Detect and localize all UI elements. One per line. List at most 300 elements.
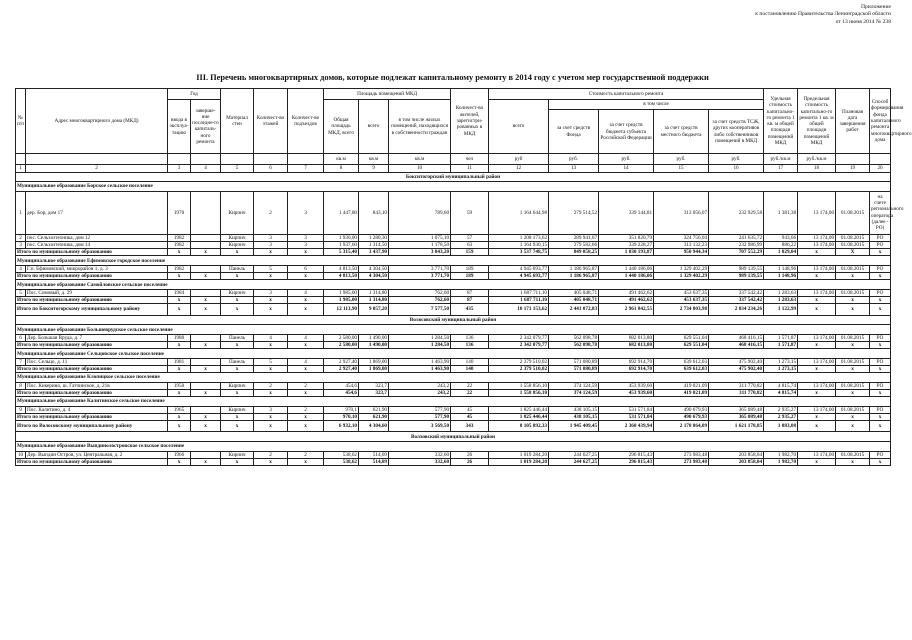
table-cell: 2 — [288, 451, 324, 458]
municipality-total-row — [16, 273, 891, 280]
total-cell: 2 927,40 — [324, 366, 359, 373]
table-cell: 1 982,70 — [764, 451, 798, 458]
total-cell: 692 914,70 — [599, 366, 654, 373]
table-cell: 5 — [254, 358, 288, 365]
total-cell: 6 932,10 — [324, 420, 359, 432]
table-cell: 273 983,48 — [654, 451, 709, 458]
table-cell: Пос. Кикерино, ш. Гатчинское, д. 21в — [26, 382, 168, 389]
municipality-name: Муниципальное образование Большеврудское сельское поселение — [16, 325, 891, 335]
table-cell: 3 — [288, 242, 324, 249]
total-cell: 2 178 864,09 — [654, 420, 709, 432]
table-cell: Кирпич — [221, 451, 254, 458]
table-cell: 2 935,27 — [764, 406, 798, 413]
total-cell: 323,7 — [359, 390, 389, 397]
total-cell: 159 — [451, 249, 489, 256]
table-cell: 1 329 402,29 — [654, 265, 709, 272]
table-cell: 1982 — [168, 234, 191, 241]
table-cell — [191, 406, 221, 413]
district-total-row — [16, 420, 891, 432]
table-row — [16, 265, 891, 272]
total-cell: 22 — [451, 390, 489, 397]
table-cell: Кирпич — [221, 289, 254, 296]
table-cell: 13 174,00 — [798, 242, 836, 249]
table-cell: 2 927,40 — [324, 358, 359, 365]
total-cell: x — [288, 366, 324, 373]
table-cell: 3 — [16, 242, 26, 249]
municipality-total-row — [16, 342, 891, 349]
total-cell: x — [836, 420, 870, 432]
table-cell: 419 021,09 — [654, 382, 709, 389]
total-cell: 4 945 693,77 — [489, 273, 549, 280]
table-cell: 01.08.2015 — [836, 451, 870, 458]
total-cell: x — [191, 366, 221, 373]
table-cell: 332,60 — [389, 451, 451, 458]
district-header-row — [16, 432, 891, 442]
total-cell: 1 825 446,44 — [489, 413, 549, 420]
table-cell: 6 — [288, 265, 324, 272]
table-cell: 313 132,23 — [654, 242, 709, 249]
header-floors: Количест-во этажей — [254, 89, 288, 154]
district-header-row — [16, 315, 891, 325]
total-cell: 707 552,29 — [709, 249, 764, 256]
table-cell: 01.08.2015 — [836, 191, 870, 234]
total-cell: X — [836, 249, 870, 256]
total-cell: 140 — [451, 366, 489, 373]
total-cell: x — [798, 249, 836, 256]
column-number: 1 — [16, 164, 26, 172]
total-cell: 849 058,25 — [549, 249, 599, 256]
total-cell: 1 463,90 — [389, 366, 451, 373]
table-cell: 1950 — [168, 382, 191, 389]
total-cell: 453 939,60 — [599, 390, 654, 397]
total-cell: 189 — [451, 273, 489, 280]
table-cell: РО — [870, 265, 891, 272]
table-cell: Кирпич — [221, 242, 254, 249]
total-cell: x — [288, 249, 324, 256]
column-number: 5 — [221, 164, 254, 172]
total-cell: x — [870, 342, 891, 349]
total-cell: x — [191, 273, 221, 280]
table-cell: 1 985,00 — [324, 289, 359, 296]
total-cell: 5 315,40 — [324, 249, 359, 256]
header-area-total: Общая площадь МКД, всего — [324, 99, 359, 154]
header-year-in: ввода в эксплуа-тацию — [168, 99, 191, 154]
total-cell: x — [254, 413, 288, 420]
table-row — [16, 334, 891, 341]
total-cell: Итого по муниципальному образованию — [16, 297, 168, 304]
column-number: 16 — [709, 164, 764, 172]
table-cell: 374 124,59 — [549, 382, 599, 389]
table-cell: 3 771,70 — [389, 265, 451, 272]
table-cell: 01.08.2015 — [836, 234, 870, 241]
total-cell: 4 815,74 — [764, 390, 798, 397]
unit-cell: кв.м — [324, 154, 359, 165]
table-cell: 639 612,03 — [654, 358, 709, 365]
table-cell: 13 174,00 — [798, 265, 836, 272]
total-cell: x — [191, 304, 221, 316]
total-cell: Итого по муниципальному образованию — [16, 273, 168, 280]
table-cell: 1 558 856,10 — [489, 382, 549, 389]
unit-cell: кв.м — [389, 154, 451, 165]
total-cell: 405 048,71 — [549, 297, 599, 304]
table-cell: 1 314,80 — [359, 289, 389, 296]
table-cell: 1 463,90 — [389, 358, 451, 365]
header-tszh: за счет средств ТСЖ, других кооперативов либо собственников помещений в МКД — [709, 110, 764, 154]
table-cell: 01.08.2015 — [836, 334, 870, 341]
municipality-name: Муниципальное образование Клопицкое сельское поселение — [16, 373, 891, 383]
table-cell: 45 — [451, 406, 489, 413]
table-cell: Панель — [221, 334, 254, 341]
table-cell: 1 571,87 — [764, 334, 798, 341]
header-including: в том числе — [549, 99, 764, 110]
table-cell: РО — [870, 334, 891, 341]
table-cell: 531 571,84 — [599, 406, 654, 413]
district-name: Волосовский муниципальный район — [16, 315, 891, 325]
table-cell: 1 — [16, 191, 26, 234]
table-cell: Кирпич — [221, 234, 254, 241]
total-cell: 1 440 186,06 — [599, 273, 654, 280]
table-cell: 538,62 — [324, 451, 359, 458]
table-cell: 454,6 — [324, 382, 359, 389]
total-cell: 1 030 193,87 — [599, 249, 654, 256]
total-cell: x — [870, 458, 891, 465]
table-cell: 3 — [288, 191, 324, 234]
table-cell: 491 462,62 — [599, 289, 654, 296]
total-cell: x — [836, 366, 870, 373]
total-cell: x — [870, 249, 891, 256]
total-cell: 2 342 079,77 — [489, 342, 549, 349]
table-cell: 289 941,67 — [549, 234, 599, 241]
total-cell: x — [254, 304, 288, 316]
total-cell: x — [836, 273, 870, 280]
table-cell: 4 — [288, 334, 324, 341]
total-cell: 1 329 402,29 — [654, 273, 709, 280]
column-number: 3 — [168, 164, 191, 172]
table-cell: 13 174,00 — [798, 451, 836, 458]
total-cell: 989 139,55 — [709, 273, 764, 280]
table-cell: 4 — [288, 358, 324, 365]
table-cell: 3 — [254, 406, 288, 413]
table-cell: 59 — [451, 191, 489, 234]
total-cell: x — [798, 297, 836, 304]
table-cell: 13 174,00 — [798, 289, 836, 296]
appendix-line: от 13 июня 2014 № 238 — [835, 18, 891, 25]
table-cell: 279 514,52 — [549, 191, 599, 234]
table-cell: 01.08.2015 — [836, 289, 870, 296]
table-cell: 562 098,78 — [549, 334, 599, 341]
total-cell: x — [168, 366, 191, 373]
total-cell: 311 770,82 — [709, 390, 764, 397]
table-cell: Пос. Калитино, д. 4 — [26, 406, 168, 413]
table-cell: 323,7 — [359, 382, 389, 389]
total-cell: x — [168, 273, 191, 280]
header-no: № п/п — [16, 89, 26, 154]
table-cell: 1 447,80 — [324, 191, 359, 234]
total-cell: 1 883,08 — [764, 420, 798, 432]
total-cell: 244 627,25 — [549, 458, 599, 465]
unit-cell: руб. — [654, 154, 709, 165]
total-cell: 2 580,00 — [324, 342, 359, 349]
appendix-note — [755, 4, 891, 26]
table-cell: Г.п. Ефимовский, микрорайон 1, д. 3 — [26, 265, 168, 272]
total-cell: 2 360 439,94 — [599, 420, 654, 432]
table-row — [16, 358, 891, 365]
total-cell: Итого по муниципальному образованию — [16, 458, 168, 465]
column-number: 18 — [798, 164, 836, 172]
table-cell: 4 304,50 — [359, 265, 389, 272]
total-cell: 970,10 — [324, 413, 359, 420]
table-cell: 13 174,00 — [798, 234, 836, 241]
total-cell: Итого по муниципальному образованию — [16, 249, 168, 256]
total-cell: x — [254, 458, 288, 465]
total-cell: x — [798, 458, 836, 465]
table-cell: 2 — [288, 406, 324, 413]
header-specific-cost: Удельная стоимость капитально-го ремонта 1 кв. м общей площади помещений МКД — [764, 89, 798, 154]
table-cell: Панель — [221, 265, 254, 272]
total-cell: 1 284,50 — [389, 342, 451, 349]
total-cell: 243,2 — [389, 390, 451, 397]
header-entrances: Количест-во подъездов — [288, 89, 324, 154]
total-cell: x — [870, 304, 891, 316]
table-row — [16, 191, 891, 234]
table-cell: РО — [870, 234, 891, 241]
municipality-header-row — [16, 280, 891, 290]
table-cell: 1982 — [168, 265, 191, 272]
total-cell: x — [191, 297, 221, 304]
total-cell: 10 171 153,62 — [489, 304, 549, 316]
total-cell: 296 815,43 — [599, 458, 654, 465]
table-cell: 1 284,50 — [389, 334, 451, 341]
total-cell: 639 612,03 — [654, 366, 709, 373]
table-cell — [191, 242, 221, 249]
table-cell: 1 148,96 — [764, 265, 798, 272]
total-cell: x — [168, 390, 191, 397]
total-cell: 454,6 — [324, 390, 359, 397]
table-cell: 2 — [288, 382, 324, 389]
table-cell: 692 914,70 — [599, 358, 654, 365]
total-cell: 3 569,50 — [389, 420, 451, 432]
table-cell: 571 080,89 — [549, 358, 599, 365]
table-row — [16, 234, 891, 241]
table-cell: 244 627,25 — [549, 451, 599, 458]
column-number: 20 — [870, 164, 891, 172]
total-cell: 2 441 072,83 — [549, 304, 599, 316]
total-cell: 4 304,50 — [359, 273, 389, 280]
table-cell: пос. Сельхозтехника, дом 14 — [26, 242, 168, 249]
table-cell: 453 939,60 — [599, 382, 654, 389]
total-cell: Итого по муниципальному образованию — [16, 390, 168, 397]
table-row — [16, 242, 891, 249]
municipality-name: Муниципальное образование Самойловское сельское поселение — [16, 280, 891, 290]
total-cell: x — [254, 366, 288, 373]
municipality-total-row — [16, 390, 891, 397]
total-cell: Итого по Волосовскому муниципальному району — [16, 420, 168, 432]
housing-register-table — [15, 88, 912, 466]
table-cell: Пос. Сомовый, д. 29 — [26, 289, 168, 296]
table-cell: 1 283,63 — [764, 289, 798, 296]
total-cell: 365 089,48 — [709, 413, 764, 420]
table-cell — [191, 358, 221, 365]
total-cell: 490 679,93 — [654, 413, 709, 420]
total-cell: x — [221, 249, 254, 256]
table-cell: 2 — [254, 191, 288, 234]
table-cell: 311 770,82 — [709, 382, 764, 389]
table-cell: 2 — [254, 382, 288, 389]
appendix-line: Приложение — [860, 4, 891, 10]
table-cell: 1981 — [168, 358, 191, 365]
total-cell: x — [288, 297, 324, 304]
table-cell: 4 813,50 — [324, 265, 359, 272]
table-cell: на счете регионального оператора (далее - РО) — [870, 191, 891, 234]
total-cell: x — [870, 297, 891, 304]
total-cell: x — [870, 420, 891, 432]
district-total-row — [16, 304, 891, 316]
column-number: 14 — [599, 164, 654, 172]
municipality-total-row — [16, 458, 891, 465]
total-cell: x — [221, 273, 254, 280]
table-cell: РО — [870, 358, 891, 365]
municipality-total-row — [16, 249, 891, 256]
total-cell: 1 687 711,10 — [489, 297, 549, 304]
table-cell: 2 342 079,77 — [489, 334, 549, 341]
total-cell: 621,90 — [359, 413, 389, 420]
total-cell: x — [798, 342, 836, 349]
table-cell: 365 089,48 — [709, 406, 764, 413]
table-cell: 1965 — [168, 406, 191, 413]
total-cell: 26 — [451, 458, 489, 465]
total-cell: x — [168, 420, 191, 432]
unit-cell: руб. — [709, 154, 764, 165]
total-cell: x — [288, 413, 324, 420]
municipality-total-row — [16, 366, 891, 373]
total-cell: 343 — [451, 420, 489, 432]
total-cell: 1 490,00 — [359, 342, 389, 349]
total-cell: x — [288, 342, 324, 349]
municipality-name: Муниципальное образование Борское сельское поселение — [16, 182, 891, 192]
table-cell: 1 314,50 — [359, 242, 389, 249]
total-cell: 419 021,09 — [654, 390, 709, 397]
total-cell: 3 043,20 — [389, 249, 451, 256]
total-cell: 87 — [451, 297, 489, 304]
table-cell: 1 937,60 — [324, 242, 359, 249]
total-cell: x — [191, 342, 221, 349]
total-cell: x — [254, 420, 288, 432]
total-cell: x — [288, 273, 324, 280]
unit-cell: руб. — [599, 154, 654, 165]
table-cell: 1 273,15 — [764, 358, 798, 365]
table-cell: РО — [870, 406, 891, 413]
municipality-header-row — [16, 442, 891, 452]
table-cell: 1 164 644,98 — [489, 191, 549, 234]
total-cell: x — [168, 304, 191, 316]
header-cost-all: всего — [489, 99, 549, 154]
table-cell: 438 105,15 — [549, 406, 599, 413]
table-cell: 6 — [16, 334, 26, 341]
header-local-budget: за счет средств местного бюджета — [654, 110, 709, 154]
total-cell: x — [221, 390, 254, 397]
table-cell: 1 930,00 — [324, 234, 359, 241]
table-cell: 13 174,00 — [798, 191, 836, 234]
table-cell: РО — [870, 451, 891, 458]
table-cell — [191, 334, 221, 341]
table-cell: 13 174,00 — [798, 358, 836, 365]
table-cell: 490 679,93 — [654, 406, 709, 413]
total-cell: 1 945 409,45 — [549, 420, 599, 432]
municipality-header-row — [16, 325, 891, 335]
total-cell: 1 029,04 — [764, 249, 798, 256]
table-cell: 1 208 173,62 — [489, 234, 549, 241]
table-cell: пос. Сельхозтехника, дом 12 — [26, 234, 168, 241]
table-cell: 324 756,04 — [654, 234, 709, 241]
table-cell — [191, 191, 221, 234]
unit-cell: кв.м — [359, 154, 389, 165]
table-cell: 970,1 — [324, 406, 359, 413]
table-cell: 1 825 446,44 — [489, 406, 549, 413]
table-cell: 1 019 284,20 — [489, 451, 549, 458]
total-cell: 1 283,63 — [764, 297, 798, 304]
table-cell: 136 — [451, 334, 489, 341]
table-body — [16, 172, 904, 465]
table-cell: 01.08.2015 — [836, 382, 870, 389]
table-cell: 63 — [451, 242, 489, 249]
total-cell: 577,90 — [389, 413, 451, 420]
table-cell: 296 815,43 — [599, 451, 654, 458]
total-cell: x — [288, 458, 324, 465]
table-cell: 10 — [16, 451, 26, 458]
table-cell: 405 048,71 — [549, 289, 599, 296]
table-cell: 01.08.2015 — [836, 242, 870, 249]
total-cell: Итого по муниципальному образованию — [16, 413, 168, 420]
total-cell: 1 273,15 — [764, 366, 798, 373]
table-cell: 13 174,00 — [798, 406, 836, 413]
total-cell: x — [191, 458, 221, 465]
total-cell: 45 — [451, 413, 489, 420]
table-cell: 621,90 — [359, 406, 389, 413]
total-cell: 571 080,89 — [549, 366, 599, 373]
table-cell: Панель — [221, 358, 254, 365]
table-cell: 3 — [288, 234, 324, 241]
table-cell: 843,10 — [359, 191, 389, 234]
municipality-name: Муниципальное образование Калитинское сельское поселение — [16, 397, 891, 407]
total-cell: 3 537 748,75 — [489, 249, 549, 256]
total-cell: x — [221, 366, 254, 373]
table-cell: 1 869,00 — [359, 358, 389, 365]
header-area: Площадь помещений МКД — [324, 89, 451, 100]
total-cell: 1 985,00 — [324, 297, 359, 304]
total-cell: x — [191, 413, 221, 420]
table-cell: 22 — [451, 382, 489, 389]
total-cell: 453 637,35 — [654, 297, 709, 304]
table-cell: 1984 — [168, 289, 191, 296]
total-cell: 2 034 234,26 — [709, 304, 764, 316]
table-cell: 339 228,27 — [599, 242, 654, 249]
total-cell: 337 542,42 — [709, 297, 764, 304]
table-cell: Дер. Выпдин Остров, ул. Центральная, д. 2 — [26, 451, 168, 458]
table-cell: 1 178,50 — [389, 242, 451, 249]
column-number: 11 — [451, 164, 489, 172]
total-cell: x — [870, 273, 891, 280]
total-cell: 332,60 — [389, 458, 451, 465]
table-row — [16, 289, 891, 296]
unit-cell: чел — [451, 154, 489, 165]
total-cell: 203 858,04 — [709, 458, 764, 465]
table-cell: 629 551,04 — [654, 334, 709, 341]
total-cell: x — [288, 420, 324, 432]
header-address: Адрес многоквартирного дома (МКД) — [26, 89, 168, 154]
total-cell: 562 098,78 — [549, 342, 599, 349]
total-cell: 468 416,15 — [709, 342, 764, 349]
document-title: III. Перечень многоквартирных домов, которые подлежат капитальному ремонту в 2014 году с учетом мер государственной поддержки — [196, 73, 709, 82]
